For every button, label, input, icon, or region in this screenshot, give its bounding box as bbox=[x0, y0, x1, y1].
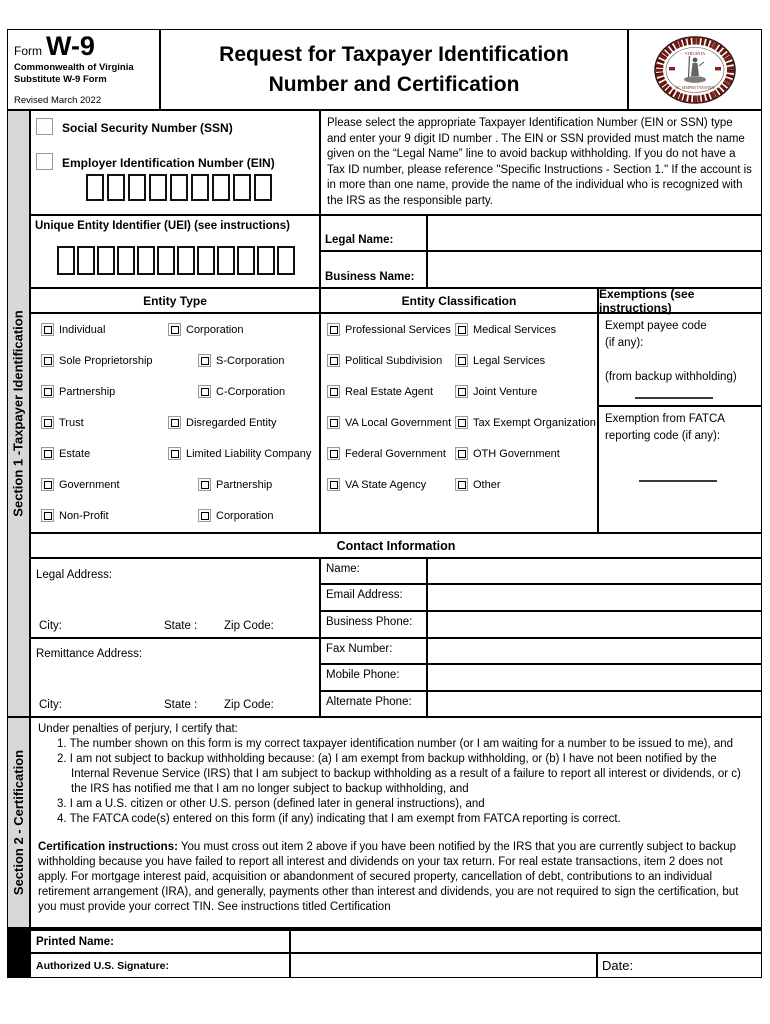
entity-class-option[interactable] bbox=[455, 385, 537, 398]
uei-digit-box[interactable] bbox=[177, 246, 195, 275]
uei-digit-box[interactable] bbox=[117, 246, 135, 275]
business-name-input[interactable] bbox=[427, 251, 762, 288]
uei-digit-boxes bbox=[57, 246, 297, 280]
checkbox-icon[interactable] bbox=[327, 385, 340, 398]
printed-name-label-cell bbox=[30, 928, 290, 953]
section2-sidebar bbox=[7, 717, 30, 928]
contact-alternate-input[interactable] bbox=[427, 691, 762, 717]
entity-type-option[interactable] bbox=[41, 385, 115, 398]
option-label: S-Corporation bbox=[216, 354, 285, 367]
checkbox-icon[interactable] bbox=[198, 354, 211, 367]
option-label: Medical Services bbox=[473, 323, 557, 336]
zip-label: Zip Code: bbox=[224, 620, 274, 632]
contact-field-label: Mobile Phone: bbox=[326, 669, 400, 681]
entity-type-box bbox=[30, 313, 320, 533]
option-label: Partnership bbox=[216, 478, 273, 491]
entity-class-option[interactable] bbox=[327, 416, 451, 429]
date-label: Date: bbox=[602, 958, 634, 973]
entity-class-option[interactable] bbox=[327, 323, 451, 336]
checkbox-icon[interactable] bbox=[198, 385, 211, 398]
entity-type-option[interactable] bbox=[41, 509, 109, 522]
uei-digit-box[interactable] bbox=[237, 246, 255, 275]
tin-instructions: Please select the appropriate Taxpayer Identification Number (EIN or SSN) type and enter your 9 digit ID number . The EIN or SSN provided must match the name given on the “Legal Name” line to avoid backup withholding. If you do not have a Tax ID number, please reference "Specific Instructions - Section 1." If the account is in more than one name, provide the name of the individual who is recognized with the IRS as the responsible party. bbox=[320, 110, 762, 215]
contact-field-label: Fax Number: bbox=[326, 643, 393, 655]
date-cell[interactable] bbox=[597, 953, 762, 978]
state-label: State : bbox=[164, 620, 198, 632]
entity-type-option[interactable] bbox=[198, 509, 273, 522]
printed-name-label: Printed Name: bbox=[36, 935, 114, 948]
uei-digit-box[interactable] bbox=[217, 246, 235, 275]
option-label: Sole Proprietorship bbox=[59, 354, 153, 367]
ssn-label: Social Security Number (SSN) bbox=[62, 121, 233, 135]
tin-digit-box[interactable] bbox=[86, 174, 104, 201]
entity-type-option[interactable] bbox=[198, 478, 272, 491]
tin-selection-box bbox=[30, 110, 320, 215]
option-label: Corporation bbox=[186, 323, 244, 336]
option-label: Individual bbox=[59, 323, 106, 336]
uei-digit-box[interactable] bbox=[57, 246, 75, 275]
org-line: Commonwealth of Virginia bbox=[14, 62, 134, 73]
checkbox-icon[interactable] bbox=[455, 323, 468, 336]
option-label: Tax Exempt Organization bbox=[473, 416, 596, 429]
checkbox-icon[interactable] bbox=[41, 447, 54, 460]
uei-digit-box[interactable] bbox=[157, 246, 175, 275]
option-label: Non-Profit bbox=[59, 509, 109, 522]
option-label: VA Local Government bbox=[345, 416, 452, 429]
svg-text:SIC SEMPER TYRANNIS: SIC SEMPER TYRANNIS bbox=[675, 85, 715, 90]
certification-item: 4. The FATCA code(s) entered on this form (if any) indicating that I am exempt from FATCA reporting is correct. bbox=[57, 813, 621, 825]
uei-digit-box[interactable] bbox=[97, 246, 115, 275]
option-label: Joint Venture bbox=[473, 385, 538, 398]
option-label: Federal Government bbox=[345, 447, 446, 460]
exempt-payee-line2: (if any): bbox=[605, 337, 644, 349]
entity-classification-box bbox=[320, 313, 598, 533]
entity-class-option[interactable] bbox=[455, 478, 501, 491]
certification-item: 3. I am a U.S. citizen or other U.S. person (defined later in general instructions), and bbox=[57, 798, 485, 810]
contact-name-input[interactable] bbox=[427, 558, 762, 584]
option-label: Political Subdivision bbox=[345, 354, 443, 367]
sidebar-footer-block bbox=[7, 928, 30, 978]
entity-type-option[interactable] bbox=[168, 323, 243, 336]
entity-type-option[interactable] bbox=[41, 323, 105, 336]
section2-label: Section 2 - Certification bbox=[11, 749, 27, 896]
legal-address-cell[interactable] bbox=[30, 558, 320, 638]
uei-digit-box[interactable] bbox=[257, 246, 275, 275]
checkbox-icon[interactable] bbox=[455, 385, 468, 398]
exempt-payee-note: (from backup withholding) bbox=[605, 371, 737, 383]
option-label: Corporation bbox=[216, 509, 274, 522]
checkbox-icon[interactable] bbox=[327, 478, 340, 491]
ein-checkbox[interactable] bbox=[36, 153, 53, 170]
remittance-address-label: Remittance Address: bbox=[36, 648, 143, 660]
tin-digit-box[interactable] bbox=[107, 174, 125, 201]
certification-item: 1. The number shown on this form is my correct taxpayer identification number (or I am waiting for a number to be issued to me), and bbox=[57, 738, 734, 750]
entity-type-option[interactable] bbox=[41, 478, 120, 491]
checkbox-icon[interactable] bbox=[327, 354, 340, 367]
contact-email-label-cell bbox=[320, 584, 427, 611]
tin-digit-box[interactable] bbox=[149, 174, 167, 201]
tin-digit-box[interactable] bbox=[128, 174, 146, 201]
exempt-payee-box bbox=[598, 313, 762, 406]
certification-intro: Under penalties of perjury, I certify that: bbox=[38, 723, 238, 735]
checkbox-icon[interactable] bbox=[455, 447, 468, 460]
option-label: Professional Services bbox=[345, 323, 451, 336]
form-title bbox=[160, 29, 628, 110]
svg-text:VIRGINIA: VIRGINIA bbox=[684, 50, 706, 56]
remittance-address-cell[interactable] bbox=[30, 638, 320, 717]
uei-label: Unique Entity Identifier (UEI) (see instructions) bbox=[35, 220, 290, 232]
contact-mobile-label-cell bbox=[320, 664, 427, 691]
checkbox-icon[interactable] bbox=[41, 509, 54, 522]
city-label: City: bbox=[39, 620, 62, 632]
checkbox-icon[interactable] bbox=[198, 478, 211, 491]
tin-digit-box[interactable] bbox=[233, 174, 251, 201]
title-line-2: Number and Certification bbox=[268, 72, 520, 96]
virginia-seal-icon bbox=[643, 33, 747, 107]
entity-class-option[interactable] bbox=[327, 354, 442, 367]
section1-sidebar bbox=[7, 110, 30, 717]
exempt-payee-code-blank[interactable] bbox=[635, 397, 713, 399]
option-label: OTH Government bbox=[473, 447, 560, 460]
tin-digit-box[interactable] bbox=[191, 174, 209, 201]
entity-classification-header: Entity Classification bbox=[320, 288, 598, 313]
option-label: Partnership bbox=[59, 385, 116, 398]
contact-mobile-input[interactable] bbox=[427, 664, 762, 691]
contact-alternate-label-cell bbox=[320, 691, 427, 717]
option-label: C-Corporation bbox=[216, 385, 286, 398]
entity-type-option[interactable] bbox=[168, 447, 311, 460]
seal-box bbox=[628, 29, 762, 110]
form-word: Form bbox=[14, 44, 42, 58]
revision-line: Revised March 2022 bbox=[14, 95, 102, 106]
state-label: State : bbox=[164, 699, 198, 711]
uei-digit-box[interactable] bbox=[197, 246, 215, 275]
signature-label-cell bbox=[30, 953, 290, 978]
checkbox-icon[interactable] bbox=[41, 323, 54, 336]
option-label: VA State Agency bbox=[345, 478, 427, 491]
checkbox-icon[interactable] bbox=[168, 447, 181, 460]
legal-name-label: Legal Name: bbox=[325, 234, 394, 246]
contact-fax-input[interactable] bbox=[427, 638, 762, 664]
option-label: Government bbox=[59, 478, 120, 491]
business-name-label-cell bbox=[320, 251, 427, 288]
entity-type-option[interactable] bbox=[41, 416, 84, 429]
entity-type-header: Entity Type bbox=[30, 288, 320, 313]
checkbox-icon[interactable] bbox=[168, 323, 181, 336]
ein-label: Employer Identification Number (EIN) bbox=[62, 156, 275, 170]
checkbox-icon[interactable] bbox=[41, 385, 54, 398]
certification-instructions bbox=[38, 840, 754, 915]
option-label: Legal Services bbox=[473, 354, 546, 367]
legal-address-label: Legal Address: bbox=[36, 569, 113, 581]
exemptions-header: Exemptions (see instructions) bbox=[598, 288, 762, 313]
form-number: W-9 bbox=[46, 31, 95, 61]
zip-label: Zip Code: bbox=[224, 699, 274, 711]
city-label: City: bbox=[39, 699, 62, 711]
tin-digit-box[interactable] bbox=[212, 174, 230, 201]
substitute-line: Substitute W-9 Form bbox=[14, 74, 107, 85]
option-label: Estate bbox=[59, 447, 91, 460]
entity-class-option[interactable] bbox=[327, 447, 446, 460]
legal-name-input[interactable] bbox=[427, 215, 762, 251]
contact-field-label: Alternate Phone: bbox=[326, 696, 412, 708]
certification-instructions-text: You must cross out item 2 above if you have been notified by the IRS that you are currently subject to backup withholding because you have failed to report all interest and dividends on your tax return. For real estate transactions, item 2 does not apply. For mortgage interest paid, acquisition or abandonment of secured property, cancellation of debt, contributions to an individual retirement arrangement (IRA), and generally, payments other than interest and dividends, you are not required to sign the certification, but you must provide your correct TIN. See instructions titled Certification bbox=[38, 841, 739, 913]
printed-name-input[interactable] bbox=[290, 928, 762, 953]
fatca-exemption-box bbox=[598, 406, 762, 533]
exempt-payee-line1: Exempt payee code bbox=[605, 320, 707, 332]
business-name-label: Business Name: bbox=[325, 271, 415, 283]
entity-class-option[interactable] bbox=[455, 416, 596, 429]
uei-box bbox=[30, 215, 320, 288]
entity-type-option[interactable] bbox=[198, 385, 285, 398]
checkbox-icon[interactable] bbox=[327, 416, 340, 429]
option-label: Disregarded Entity bbox=[186, 416, 277, 429]
entity-class-option[interactable] bbox=[455, 354, 545, 367]
signature-input[interactable] bbox=[290, 953, 597, 978]
contact-business-phone-input[interactable] bbox=[427, 611, 762, 638]
contact-field-label: Business Phone: bbox=[326, 616, 413, 628]
checkbox-icon[interactable] bbox=[327, 447, 340, 460]
checkbox-icon[interactable] bbox=[455, 416, 468, 429]
checkbox-icon[interactable] bbox=[327, 323, 340, 336]
ssn-checkbox[interactable] bbox=[36, 118, 53, 135]
option-label: Limited Liability Company bbox=[186, 447, 312, 460]
checkbox-icon[interactable] bbox=[168, 416, 181, 429]
contact-field-label: Email Address: bbox=[326, 589, 403, 601]
checkbox-icon[interactable] bbox=[41, 478, 54, 491]
option-label: Other bbox=[473, 478, 501, 491]
uei-digit-box[interactable] bbox=[77, 246, 95, 275]
entity-class-option[interactable] bbox=[327, 478, 426, 491]
legal-name-label-cell bbox=[320, 215, 427, 251]
contact-business-phone-label-cell bbox=[320, 611, 427, 638]
tin-digit-box[interactable] bbox=[254, 174, 272, 201]
fatca-label: Exemption from FATCA reporting code (if any): bbox=[605, 413, 725, 442]
checkbox-icon[interactable] bbox=[455, 478, 468, 491]
entity-type-option[interactable] bbox=[198, 354, 284, 367]
contact-field-label: Name: bbox=[326, 563, 360, 575]
entity-type-option[interactable] bbox=[41, 354, 153, 367]
contact-name-label-cell bbox=[320, 558, 427, 584]
uei-digit-box[interactable] bbox=[277, 246, 295, 275]
fatca-code-blank[interactable] bbox=[639, 480, 717, 482]
contact-fax-label-cell bbox=[320, 638, 427, 664]
option-label: Real Estate Agent bbox=[345, 385, 434, 398]
title-line-1: Request for Taxpayer Identification bbox=[219, 42, 569, 66]
certification-text-box bbox=[30, 717, 762, 928]
certification-instructions-label: Certification instructions: bbox=[38, 841, 178, 853]
checkbox-icon[interactable] bbox=[455, 354, 468, 367]
tin-digit-box[interactable] bbox=[170, 174, 188, 201]
entity-class-option[interactable] bbox=[455, 323, 556, 336]
entity-type-option[interactable] bbox=[41, 447, 90, 460]
signature-label: Authorized U.S. Signature: bbox=[36, 959, 170, 972]
entity-class-option[interactable] bbox=[455, 447, 560, 460]
entity-class-option[interactable] bbox=[327, 385, 433, 398]
tin-digit-boxes bbox=[86, 174, 275, 206]
checkbox-icon[interactable] bbox=[41, 354, 54, 367]
entity-type-option[interactable] bbox=[168, 416, 277, 429]
section1-label: Section 1 -Taxpayer Identification bbox=[11, 310, 26, 517]
contact-email-input[interactable] bbox=[427, 584, 762, 611]
uei-digit-box[interactable] bbox=[137, 246, 155, 275]
form-id-box bbox=[7, 29, 160, 110]
checkbox-icon[interactable] bbox=[198, 509, 211, 522]
option-label: Trust bbox=[59, 416, 84, 429]
checkbox-icon[interactable] bbox=[41, 416, 54, 429]
contact-info-header: Contact Information bbox=[30, 533, 762, 558]
certification-item: 2. I am not subject to backup withholding because: (a) I am exempt from backup withholding, or (b) I have not been notified by the Internal Revenue Service (IRS) that I am subject to backup withholding as a result of a failure to report all interest or dividends, or c) the IRS has notified me that I am no longer subject to backup withholding, and bbox=[57, 753, 741, 795]
